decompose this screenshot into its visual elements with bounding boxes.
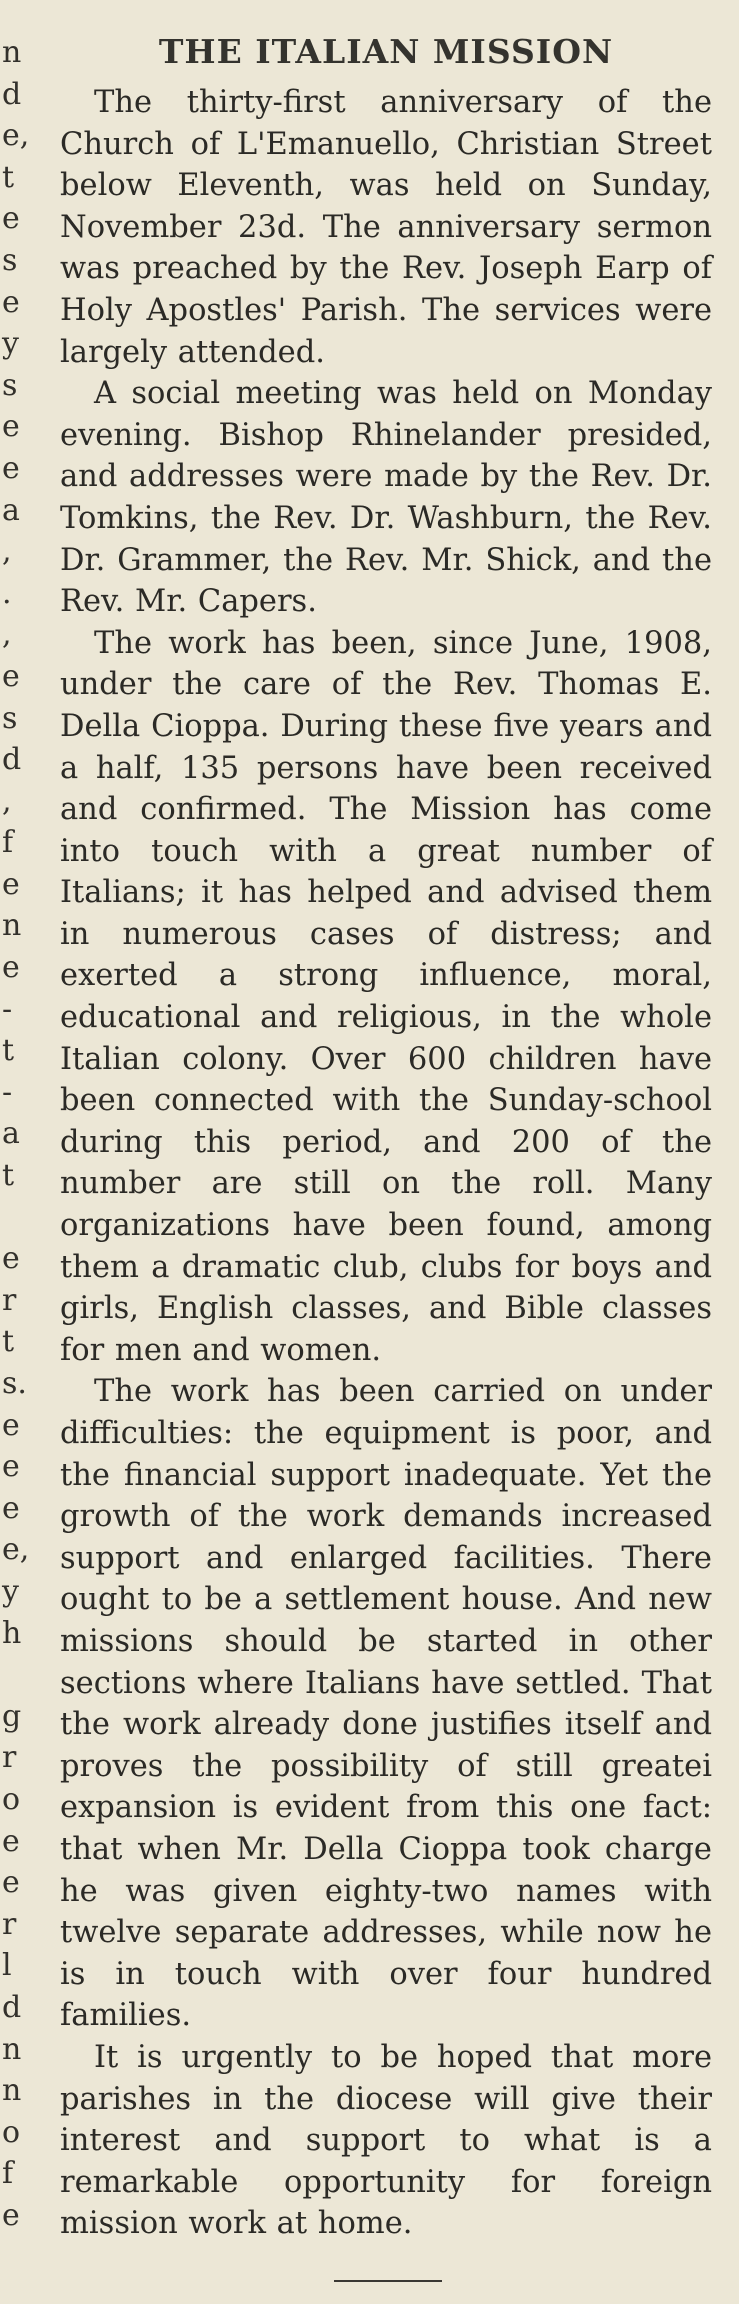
margin-fragment: d: [2, 76, 22, 112]
margin-fragment: n: [2, 908, 22, 944]
margin-fragment: o: [2, 2114, 21, 2150]
article-title: THE ITALIAN MISSION: [158, 32, 614, 71]
margin-fragment: n: [2, 35, 22, 70]
margin-fragment: e,: [2, 1532, 30, 1568]
margin-fragment: r: [2, 1282, 17, 1318]
margin-fragment: e: [2, 1490, 20, 1526]
margin-fragment: [0, 1654, 22, 1696]
margin-fragment: d: [2, 1989, 22, 2025]
margin-fragment: t: [2, 159, 15, 195]
margin-fragment: e,: [2, 118, 30, 154]
margin-fragment: y: [2, 326, 19, 362]
margin-fragment: e: [2, 1407, 20, 1443]
margin-fragment: e: [2, 2197, 20, 2233]
margin-fragment: f: [2, 825, 14, 861]
margin-fragment: t: [2, 1033, 15, 1069]
margin-fragment: g: [2, 1698, 22, 1734]
margin-fragment: e: [2, 658, 20, 694]
section-divider-rule: [334, 2280, 442, 2282]
margin-fragment: e: [2, 950, 20, 986]
margin-fragment: e: [2, 1865, 20, 1901]
margin-fragment: e: [2, 450, 20, 486]
margin-fragment: e: [2, 1449, 20, 1485]
article-paragraph-1: The thirty-first anniversary of the Church of L'Emanuello, Christian Street below Eleventh, was held on Sunday, November 23d. The anniversary sermon was preached by the Rev. Joseph Earp of Holy Apostles' Parish. The services were largely attended.: [60, 85, 712, 370]
margin-fragment: r: [2, 1740, 17, 1776]
article-paragraph-4: The work has been carried on under difficulties: the equipment is poor, and the financial support inadequate. Yet the growth of the work demands increased support and enlarged facilities. There ought to be a settlement house. And new missions should be started in other sections where Italians have settled. That the work already done justifies itself and proves the possibility of still greatei expansion is evident from this one fact: that when Mr. Della Cioppa took charge he was given eighty-two names with twelve separate addresses, while now he is in touch with over four hundred families.: [60, 1374, 712, 2034]
margin-fragment: s: [2, 367, 18, 403]
margin-fragment: ,: [2, 534, 12, 570]
margin-fragment: t: [2, 1324, 15, 1360]
margin-fragment: n: [2, 2073, 22, 2109]
margin-fragment: s: [2, 700, 18, 736]
margin-fragment: f: [2, 2156, 14, 2192]
margin-fragment: l: [2, 1948, 12, 1984]
margin-fragment: a: [2, 492, 20, 528]
margin-fragment: e: [2, 201, 20, 237]
margin-fragment: s.: [2, 1366, 27, 1401]
article-paragraph-5: It is urgently to be hoped that more parishes in the diocese will give their interest and support to what is a remarkable opportunity for foreign mission work at home.: [60, 2039, 712, 2242]
margin-fragment: t: [2, 1158, 15, 1194]
article-paragraph-3: The work has been, since June, 1908, under the care of the Rev. Thomas E. Della Cioppa. During these five years and a half, 135 persons have been received and confirmed. The Mission has come into touch with a great number of Italians; it has helped and advised them in numerous cases of distress; and exerted a strong influence, moral, educational and religious, in the whole Italian colony. Over 600 children have been connected with the Sunday-school during this period, and 200 of the number are still on the roll. Many organizations have been found, among them a dramatic club, clubs for boys and girls, English classes, and Bible classes for men and women.: [60, 625, 712, 1368]
margin-fragment: e: [2, 409, 20, 445]
margin-fragment: ,: [2, 783, 12, 819]
margin-fragment: e: [2, 284, 20, 320]
margin-fragment: s: [2, 242, 18, 278]
margin-fragment: a: [2, 1116, 20, 1152]
margin-fragment: .: [2, 575, 12, 611]
margin-fragment: y: [2, 1573, 19, 1609]
margin-fragment: o: [2, 1781, 21, 1817]
margin-fragment: [0, 1197, 22, 1239]
margin-fragment: n: [2, 2031, 22, 2067]
cropped-adjacent-column: [0, 32, 30, 2236]
margin-fragment: ,: [2, 617, 12, 653]
article-paragraph-2: A social meeting was held on Monday evening. Bishop Rhinelander presided, and addresses were made by the Rev. Dr. Tomkins, the Rev. Dr. Washburn, the Rev. Dr. Grammer, the Rev. Mr. Shick, and the Rev. Mr. Capers.: [60, 376, 712, 620]
margin-fragment: e: [2, 1241, 20, 1277]
margin-fragment: -: [2, 1074, 13, 1110]
margin-fragment: -: [2, 991, 13, 1027]
margin-fragment: e: [2, 1823, 20, 1859]
margin-fragment: r: [2, 1906, 17, 1942]
margin-fragment: h: [2, 1615, 22, 1651]
margin-fragment: d: [2, 742, 22, 778]
article-italian-mission: [60, 28, 712, 2245]
margin-fragment: e: [2, 866, 20, 902]
